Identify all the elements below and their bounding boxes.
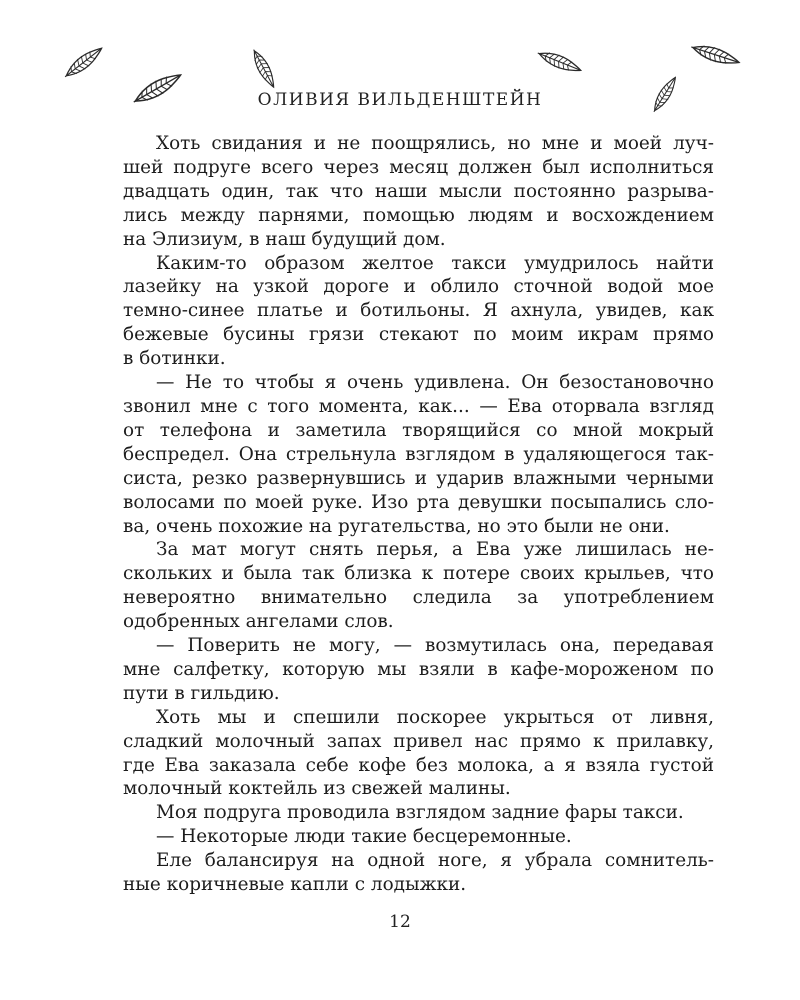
- text-line: в ботинки.: [123, 348, 226, 370]
- text-line: от телефона и заметила творящийся со мной мокрый: [123, 419, 714, 441]
- text-line: одобренных ангелами слов.: [123, 611, 394, 633]
- text-line: систа, резко развернувшись и ударив влажными черными: [123, 467, 714, 489]
- text-line: на Элизиум, в наш будущий дом.: [123, 228, 446, 250]
- text-line: волосами по моей руке. Изо рта девушки посыпались сло-: [123, 491, 714, 513]
- paragraph: [123, 849, 714, 897]
- text-line: темно-синее платье и ботильоны. Я ахнула, увидев, как: [123, 300, 714, 322]
- paragraph: [123, 132, 714, 252]
- running-head: ОЛИВИЯ ВИЛЬДЕНШТЕЙН: [257, 90, 543, 110]
- text-line: сладкий молочный запах привел нас прямо к прилавку,: [123, 730, 714, 752]
- paragraph: [123, 371, 714, 538]
- feather-icon: [60, 40, 108, 84]
- body-text: [123, 132, 714, 897]
- text-line: звонил мне с того момента, как... — Ева оторвала взгляд: [123, 395, 714, 417]
- text-line: шей подруге всего через месяц должен был исполниться: [123, 156, 714, 178]
- page-number: 12: [389, 912, 411, 932]
- text-line: молочный коктейль из свежей малины.: [123, 778, 511, 800]
- text-line: Хоть свидания и не поощрялись, но мне и моей луч-: [156, 133, 714, 154]
- text-line: — Не то чтобы я очень удивлена. Он безостановочно: [156, 372, 714, 394]
- text-line: лазейку на узкой дороге и облило сточной водой мое: [123, 276, 714, 298]
- text-line: мне салфетку, которую мы взяли в кафе-мороженом по: [123, 658, 714, 680]
- feather-icon: [536, 45, 584, 79]
- text-line: двадцать один, так что наши мысли постоянно разрыва-: [123, 180, 714, 202]
- feather-ornament-row: [0, 0, 800, 130]
- paragraph: [123, 825, 714, 849]
- paragraph: [123, 634, 714, 706]
- text-line: Моя подруга проводила взглядом задние фары такси.: [156, 802, 684, 824]
- text-line: пути в гильдию.: [123, 682, 280, 704]
- text-line: За мат могут снять перья, а Ева уже лишилась не-: [156, 539, 714, 561]
- text-line: — Некоторые люди такие бесцеремонные.: [156, 826, 572, 848]
- feather-icon: [690, 40, 742, 70]
- paragraph: [123, 801, 714, 825]
- text-line: ва, очень похожие на ругательства, но это были не они.: [123, 515, 670, 537]
- text-line: беспредел. Она стрельнула взглядом в удаляющегося так-: [123, 443, 714, 465]
- text-line: невероятно внимательно следила за употреблением: [123, 587, 714, 609]
- text-line: где Ева заказала себе кофе без молока, а я взяла густой: [123, 754, 714, 776]
- text-line: ные коричневые капли с лодыжки.: [123, 874, 467, 896]
- feather-icon: [242, 48, 286, 90]
- text-line: бежевые бусины грязи стекают по моим икрам прямо: [123, 324, 714, 346]
- text-line: Каким-то образом желтое такси умудрилось найти: [156, 252, 714, 274]
- paragraph: [123, 538, 714, 634]
- text-line: скольких и была так близка к потере своих крыльев, что: [123, 563, 714, 585]
- text-line: Еле балансируя на одной ноге, я убрала сомнитель-: [156, 850, 714, 872]
- text-line: лись между парнями, помощью людям и восхождением: [123, 204, 714, 226]
- paragraph: [123, 706, 714, 802]
- text-line: Хоть мы и спешили поскорее укрыться от ливня,: [156, 706, 714, 728]
- text-line: — Поверить не могу, — возмутилась она, передавая: [156, 635, 714, 657]
- paragraph: [123, 252, 714, 372]
